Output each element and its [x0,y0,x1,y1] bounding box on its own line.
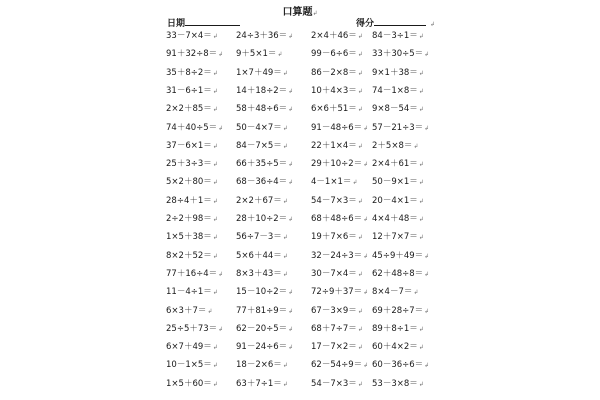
paragraph-mark-icon: ↲ [424,252,430,260]
paragraph-mark-icon: ↲ [363,216,369,223]
problem-text: 4－1×1＝ [311,177,352,188]
problem-text: 28÷4＋1＝ [166,195,212,206]
problem-text: 17－7×2＝ [311,342,357,353]
problem-text: 89＋8÷1＝ [372,323,418,334]
math-problem [372,177,424,188]
paragraph-mark-icon: ↲ [418,69,424,77]
math-problem [311,177,357,188]
math-problem [311,306,363,317]
problem-text: 86－2×8＝ [311,67,357,78]
paragraph-mark-icon: ↲ [363,252,369,260]
math-problem [372,306,429,317]
math-problem [372,68,424,79]
math-problem [311,269,363,280]
problem-text: 62－20÷5＝ [236,323,288,334]
paragraph-mark-icon: ↲ [212,234,218,242]
paragraph-mark-icon: ↲ [424,270,430,278]
paragraph-mark-icon: ↲ [288,325,294,333]
paragraph-mark-icon: ↲ [218,51,224,59]
paragraph-mark-icon: ↲ [288,216,294,223]
math-problem [236,123,288,134]
paragraph-mark-icon: ↲ [218,124,224,132]
paragraph-mark-icon: ↲ [212,87,218,95]
math-problem [372,360,429,371]
math-problem [372,86,424,97]
math-problem [372,31,424,42]
paragraph-mark-icon: ↲ [424,362,430,370]
math-problem [236,68,288,79]
paragraph-mark-icon: ↲ [357,197,363,205]
paragraph-mark-icon: ↲ [424,124,430,132]
paragraph-mark-icon: ↲ [418,216,424,223]
math-problem [236,31,293,42]
problem-text: 20－4×1＝ [372,195,418,206]
math-problem [166,324,223,335]
paragraph-mark-icon: ↲ [357,142,363,150]
problem-text: 5×6＋44＝ [236,250,282,261]
problem-text: 6×3＋7＝ [166,305,207,316]
math-problem [236,379,288,390]
math-problem [311,342,363,353]
problem-text: 10＋4×3＝ [311,85,357,96]
math-problem [166,31,218,42]
problem-text: 69＋28÷7＝ [372,305,424,316]
math-problem [372,214,424,225]
problem-text: 37－6×1＝ [166,140,212,151]
date-label: 日期 [167,19,186,29]
paragraph-mark-icon: ↲ [357,51,363,59]
paragraph-mark-icon: ↲ [357,325,363,333]
problem-text: 54－7×3＝ [311,378,357,389]
problem-text: 31－6÷1＝ [166,85,212,96]
paragraph-mark-icon: ↲ [212,252,218,260]
problem-text: 99－6÷6＝ [311,49,357,60]
math-problem [372,379,424,390]
math-problem [311,251,368,262]
problem-text: 68＋48÷6＝ [311,214,363,224]
math-problem [372,324,424,335]
math-problem [236,306,293,317]
math-problem [372,342,424,353]
paragraph-mark-icon: ↲ [418,380,424,388]
problem-text: 57－21÷3＝ [372,122,424,133]
paragraph-mark-icon: ↲ [357,270,363,278]
problem-text: 2×4＋61＝ [372,159,418,170]
paragraph-mark-icon: ↲ [212,106,218,114]
math-problem [166,196,218,207]
problem-text: 91－24÷6＝ [236,342,288,353]
problem-text: 1×5＋38＝ [166,232,212,243]
math-problem [311,379,363,390]
math-problem [166,251,218,262]
math-problem [166,342,218,353]
paragraph-mark-icon: ↲ [212,289,218,297]
paragraph-mark-icon: ↲ [363,161,369,169]
math-problem [236,269,288,280]
math-problem [166,177,218,188]
problem-text: 2×4＋46＝ [311,31,357,41]
score-label: 得分 [356,19,375,29]
math-problem [236,360,288,371]
math-problem [166,214,218,225]
paragraph-mark-icon: ↲ [212,161,218,169]
paragraph-mark-icon: ↲ [218,325,224,333]
math-problem [166,360,218,371]
problem-text: 14＋18÷2＝ [236,85,288,96]
problem-text: 1×5＋60＝ [166,378,212,389]
math-problem [166,49,223,60]
paragraph-mark-icon: ↲ [282,234,288,242]
problem-text: 62－54÷9＝ [311,360,363,371]
problem-text: 29＋10÷2＝ [311,159,363,170]
math-problem [236,251,288,262]
math-problem [166,379,218,390]
problem-text: 12＋7×7＝ [372,232,418,243]
problem-text: 6×6＋51＝ [311,104,357,115]
problem-text: 66＋35÷5＝ [236,159,288,170]
paragraph-mark-icon: ↲ [357,344,363,352]
paragraph-mark-icon: ↲ [418,106,424,114]
math-problem [372,251,429,262]
math-problem [236,232,288,243]
paragraph-mark-icon: ↲ [282,380,288,388]
paragraph-mark-icon: ↲ [363,289,369,297]
title-text: 口算题 [282,7,313,18]
problem-text: 77＋16÷4＝ [166,268,218,279]
math-problem [311,324,363,335]
problem-text: 45÷9＋49＝ [372,250,424,261]
paragraph-mark-icon: ↲ [424,51,430,59]
problem-text: 35＋8÷2＝ [166,67,212,78]
math-problem [372,269,429,280]
math-problem [166,306,212,317]
problem-text: 6×7＋49＝ [166,342,212,353]
math-problem [236,342,293,353]
math-problem [166,159,218,170]
paragraph-mark-icon: ↲ [282,270,288,278]
paragraph-mark-icon: ↲ [418,161,424,169]
problem-text: 2×2＋67＝ [236,195,282,206]
math-problem [166,68,218,79]
problem-text: 53－3×8＝ [372,378,418,389]
paragraph-mark-icon: ↲ [212,216,218,223]
paragraph-mark-icon: ↲ [282,142,288,150]
problem-text: 4×4＋48＝ [372,214,418,224]
problem-text: 15－10÷2＝ [236,287,288,298]
paragraph-mark-icon: ↲ [357,69,363,77]
math-problem [236,86,293,97]
paragraph-mark-icon: ↲ [282,252,288,260]
paragraph-mark-icon: ↲ [357,380,363,388]
problem-text: 8×3＋43＝ [236,268,282,279]
problem-text: 60－36÷6＝ [372,360,424,371]
problem-text: 84－7×5＝ [236,140,282,151]
math-problem [372,159,424,170]
problem-text: 1×7＋49＝ [236,67,282,78]
problem-text: 9＋5×1＝ [236,49,277,60]
problem-text: 62＋48÷8＝ [372,268,424,279]
math-problem [236,177,293,188]
problem-text: 33＋30÷5＝ [372,49,424,60]
math-problem [236,287,293,298]
math-problem [166,269,223,280]
math-problem [311,31,363,42]
paragraph-mark-icon: ↲ [212,344,218,352]
problem-text: 50－9×1＝ [372,177,418,188]
paragraph-mark-icon: ↲ [277,51,283,59]
paragraph-mark-icon: ↲ [363,362,369,370]
math-problem [166,287,218,298]
paragraph-mark-icon: ↲ [288,161,294,169]
problem-text: 25＋3÷3＝ [166,159,212,170]
problem-text: 68－36÷4＝ [236,177,288,188]
problem-text: 2÷2＋98＝ [166,214,212,224]
paragraph-mark-icon: ↲ [212,142,218,150]
problem-text: 33－7×4＝ [166,31,212,41]
paragraph-mark-icon: ↲ [212,69,218,77]
problem-text: 58＋48÷6＝ [236,104,288,115]
problem-text: 72÷9＋37＝ [311,287,363,298]
problem-text: 18－2×6＝ [236,360,282,371]
problem-text: 91＋32÷8＝ [166,49,218,60]
paragraph-mark-icon: ↲ [357,33,363,40]
paragraph-mark-icon: ↲ [418,87,424,95]
math-problem [311,287,368,298]
math-problem [372,141,418,152]
problem-text: 60＋4×2＝ [372,342,418,353]
paragraph-mark-icon: ↲ [282,197,288,205]
problem-text: 10－1×5＝ [166,360,212,371]
math-problem [311,159,368,170]
math-problem [372,232,424,243]
paragraph-mark-icon: ↲ [357,234,363,242]
math-problem [311,196,363,207]
math-problem [166,123,223,134]
problem-text: 9×8－54＝ [372,104,418,115]
problem-text: 91－48÷6＝ [311,122,363,133]
paragraph-mark-icon: ↲ [282,69,288,77]
problem-text: 54－7×3＝ [311,195,357,206]
problem-text: 68＋7÷7＝ [311,323,357,334]
problem-text: 74＋40÷5＝ [166,122,218,133]
paragraph-mark-icon: ↲ [418,179,424,187]
math-problem [236,196,288,207]
math-problem [372,49,429,60]
paragraph-mark-icon: ↲ [418,325,424,333]
paragraph-mark-icon: ↲ [413,142,419,150]
problem-text: 8×2＋52＝ [166,250,212,261]
math-problem [372,104,424,115]
paragraph-mark-icon: ↲ [352,179,358,187]
problem-text: 24÷3＋36＝ [236,31,288,41]
paragraph-mark-icon: ↲ [288,289,294,297]
paragraph-mark-icon: ↲ [212,33,218,40]
math-problem [236,49,282,60]
math-problem [311,141,363,152]
paragraph-mark-icon: ↲ [418,234,424,242]
paragraph-mark-icon: ↲ [207,307,213,315]
problem-text: 56÷7－3＝ [236,232,282,243]
math-problem [236,141,288,152]
math-problem [311,232,363,243]
problem-text: 28＋10÷2＝ [236,214,288,224]
paragraph-mark-icon: ↲ [282,362,288,370]
paragraph-mark-icon: ↲ [288,33,294,40]
problem-text: 8×4－7＝ [372,287,413,298]
problem-text: 74－1×8＝ [372,85,418,96]
math-problem [311,214,368,225]
math-problem [166,86,218,97]
paragraph-mark-icon: ↲ [212,197,218,205]
paragraph-mark-icon: ↲ [413,289,419,297]
paragraph-mark-icon: ↲ [218,270,224,278]
math-problem [311,68,363,79]
problem-text: 19＋7×6＝ [311,232,357,243]
math-problem [236,214,293,225]
paragraph-mark-icon: ↲ [212,179,218,187]
paragraph-mark-icon: ↲ [288,307,294,315]
problem-text: 2×2＋85＝ [166,104,212,115]
paragraph-mark-icon: ↲ [288,344,294,352]
paragraph-mark-icon: ↲ [418,33,424,40]
paragraph-mark-icon: ↲ [357,106,363,114]
paragraph-mark-icon: ↲ [430,21,436,28]
problem-text: 67－3×9＝ [311,305,357,316]
math-problem [236,104,293,115]
paragraph-mark-icon: ↲ [288,106,294,114]
math-problem [372,123,429,134]
math-problem [166,104,218,115]
math-problem [311,104,363,115]
problem-text: 77＋81÷9＝ [236,305,288,316]
paragraph-mark-icon: ↲ [212,380,218,388]
problem-text: 84－3÷1＝ [372,31,418,41]
math-problem [311,123,368,134]
problem-text: 5×2＋80＝ [166,177,212,188]
math-problem [311,49,363,60]
problem-text: 2＋5×8＝ [372,140,413,151]
paragraph-mark-icon: ↲ [418,344,424,352]
paragraph-mark-icon: ↲ [288,87,294,95]
problem-text: 22＋1×4＝ [311,140,357,151]
problem-text: 50－4×7＝ [236,122,282,133]
paragraph-mark-icon: ↲ [363,124,369,132]
paragraph-mark-icon: ↲ [312,10,318,17]
math-problem [372,196,424,207]
paragraph-mark-icon: ↲ [357,87,363,95]
math-problem [166,232,218,243]
math-problem [166,141,218,152]
paragraph-mark-icon: ↲ [357,307,363,315]
problem-text: 9×1＋38＝ [372,67,418,78]
problem-text: 11－4÷1＝ [166,287,212,298]
math-problem [236,159,293,170]
problem-text: 63＋7÷1＝ [236,378,282,389]
paragraph-mark-icon: ↲ [424,307,430,315]
math-problem [372,287,418,298]
problem-text: 25÷5＋73＝ [166,323,218,334]
paragraph-mark-icon: ↲ [288,179,294,187]
problem-text: 32－24÷3＝ [311,250,363,261]
math-problem [311,360,368,371]
math-problem [236,324,293,335]
paragraph-mark-icon: ↲ [212,362,218,370]
math-problem [311,86,363,97]
problem-text: 30－7×4＝ [311,268,357,279]
paragraph-mark-icon: ↲ [418,197,424,205]
paragraph-mark-icon: ↲ [282,124,288,132]
